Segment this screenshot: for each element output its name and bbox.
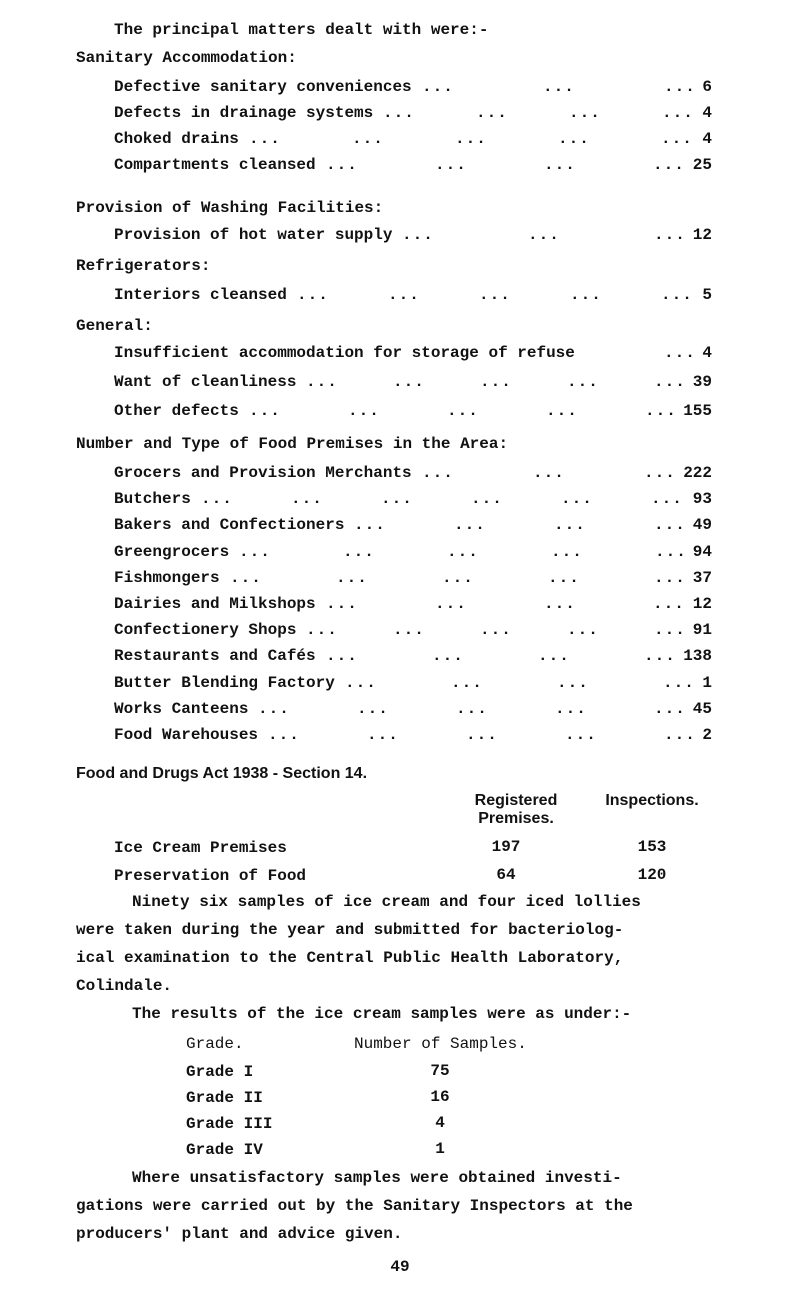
item-value: 93	[692, 490, 712, 509]
col-header-inspections: Inspections.	[605, 792, 699, 809]
paragraph-1-line: Colindale.	[76, 977, 173, 995]
list-item	[114, 724, 712, 746]
dot-group: ...	[268, 726, 300, 744]
dot-group: ...	[570, 286, 602, 304]
dot-group: ...	[393, 621, 425, 640]
dot-group: ...	[422, 78, 454, 96]
dot-group: ...	[654, 373, 686, 391]
dot-group: ...	[432, 647, 464, 666]
dot-group: ...	[546, 402, 578, 420]
intro-line: The principal matters dealt with were:-	[114, 21, 489, 39]
list-item	[114, 284, 712, 306]
list-item	[114, 514, 712, 536]
dot-group: ...	[561, 490, 593, 509]
dot-group: ...	[393, 373, 425, 391]
paragraph-2-line: Where unsatisfactory samples were obtained investi-	[132, 1169, 622, 1187]
dot-group: ...	[383, 104, 415, 122]
list-item	[114, 102, 712, 124]
dot-group: ...	[326, 156, 358, 174]
dot-group: ...	[258, 699, 290, 718]
dot-group: ...	[661, 286, 693, 304]
item-label: Fishmongers	[114, 568, 220, 587]
dot-group: ...	[367, 726, 399, 744]
dot-group: ...	[567, 373, 599, 391]
dot-group: ...	[554, 516, 586, 535]
dot-group: ...	[538, 647, 570, 666]
item-label: Butter Blending Factory	[114, 673, 335, 692]
dot-group: ...	[239, 542, 271, 561]
item-value: 12	[692, 226, 712, 244]
item-label: Defects in drainage systems	[114, 104, 374, 122]
list-item	[114, 400, 712, 422]
dot-group: ...	[230, 568, 262, 587]
section-heading-sanitary: Sanitary Accommodation:	[76, 49, 297, 67]
dot-group: ...	[447, 542, 479, 561]
dot-group: ...	[653, 595, 685, 613]
list-item	[114, 672, 712, 694]
col-header-registered-line1: Registered	[474, 792, 558, 809]
dot-group: ...	[435, 595, 467, 613]
dot-group: ...	[479, 286, 511, 304]
list-item	[114, 488, 712, 510]
grade-label: Grade I	[186, 1063, 254, 1081]
dot-group: ...	[249, 402, 281, 420]
grade-label: Grade IV	[186, 1141, 263, 1159]
item-value: 138	[683, 647, 712, 666]
item-label: Dairies and Milkshops	[114, 595, 316, 613]
dot-group: ...	[544, 595, 576, 613]
item-value: 39	[692, 373, 712, 391]
dot-group: ...	[653, 156, 685, 174]
paragraph-2-line: producers' plant and advice given.	[76, 1225, 403, 1243]
dot-group: ...	[326, 595, 358, 613]
grade-col-header: Grade.	[186, 1035, 244, 1053]
col-header-registered-line2: Premises.	[478, 810, 554, 827]
item-value: 6	[702, 78, 712, 96]
dot-group: ...	[644, 647, 676, 666]
food-act-row-registered: 64	[496, 866, 516, 884]
grade-number: 4	[435, 1114, 445, 1132]
item-value: 45	[692, 699, 712, 718]
dot-group: ...	[533, 464, 565, 482]
dot-group: ...	[326, 647, 358, 666]
dot-group: ...	[455, 130, 487, 148]
dot-group: ...	[654, 516, 686, 535]
item-value: 5	[702, 286, 712, 304]
dot-group: ...	[352, 130, 384, 148]
item-value: 94	[692, 542, 712, 561]
item-label: Choked drains	[114, 130, 239, 148]
food-act-heading: Food and Drugs Act 1938 - Section 14.	[76, 765, 368, 782]
dot-group: ...	[569, 104, 601, 122]
food-act-row-inspections: 120	[637, 866, 667, 884]
dot-group: ...	[402, 226, 434, 244]
col-header-registered	[436, 792, 596, 828]
paragraph-1-line: Ninety six samples of ice cream and four iced lollies	[132, 893, 641, 911]
food-act-row-registered: 197	[491, 838, 521, 856]
item-label: Other defects	[114, 402, 239, 420]
item-value: 222	[683, 464, 712, 482]
dot-group: ...	[354, 516, 386, 535]
dot-group: ...	[645, 402, 677, 420]
item-value: 4	[702, 104, 712, 122]
dot-group: ...	[551, 542, 583, 561]
dot-group: ...	[654, 621, 686, 640]
dot-group: ...	[343, 542, 375, 561]
item-value: 37	[692, 568, 712, 587]
results-intro: The results of the ice cream samples were as under:-	[132, 1005, 632, 1023]
dot-group: ...	[567, 621, 599, 640]
dot-group: ...	[306, 373, 338, 391]
list-item	[114, 76, 712, 98]
item-label: Compartments cleansed	[114, 156, 316, 174]
section-heading-refrigerators: Refrigerators:	[76, 257, 211, 275]
item-label: Bakers and Confectioners	[114, 516, 345, 535]
dot-group: ...	[442, 568, 474, 587]
grade-number: 75	[430, 1062, 450, 1080]
item-label: Grocers and Provision Merchants	[114, 464, 412, 482]
dot-group: ...	[201, 490, 233, 509]
list-item	[114, 342, 712, 364]
list-item	[114, 645, 712, 667]
dot-group: ...	[388, 286, 420, 304]
dot-group: ...	[664, 726, 696, 744]
item-label: Restaurants and Cafés	[114, 647, 316, 666]
item-value: 49	[692, 516, 712, 535]
dot-group: ...	[456, 699, 488, 718]
list-item	[114, 224, 712, 246]
paragraph-2-line: gations were carried out by the Sanitary Inspectors at the	[76, 1197, 633, 1215]
list-item	[114, 619, 712, 641]
item-label: Butchers	[114, 490, 191, 509]
dot-group: ...	[664, 78, 696, 96]
item-value: 91	[692, 621, 712, 640]
dot-group: ...	[555, 699, 587, 718]
dot-group: ...	[655, 542, 687, 561]
dot-group: ...	[654, 699, 686, 718]
dot-group: ...	[663, 673, 695, 692]
dot-group: ...	[297, 286, 329, 304]
page-number: 49	[390, 1258, 410, 1276]
item-label: Want of cleanliness	[114, 373, 297, 391]
grade-number: 1	[435, 1140, 445, 1158]
dot-group: ...	[654, 226, 686, 244]
food-act-row-inspections: 153	[637, 838, 667, 856]
dot-group: ...	[565, 726, 597, 744]
list-item	[114, 593, 712, 615]
dot-group: ...	[544, 156, 576, 174]
food-act-row-label: Preservation of Food	[114, 867, 307, 885]
item-label: Provision of hot water supply	[114, 226, 393, 244]
list-item	[114, 462, 712, 484]
number-col-header: Number of Samples.	[354, 1035, 527, 1053]
dot-group: ...	[661, 130, 693, 148]
list-item	[114, 541, 712, 563]
dot-group: ...	[451, 673, 483, 692]
dot-group: ...	[471, 490, 503, 509]
item-label: Defective sanitary conveniences	[114, 78, 412, 96]
dot-group: ...	[651, 490, 683, 509]
item-label: Food Warehouses	[114, 726, 259, 744]
dot-group: ...	[306, 621, 338, 640]
item-value: 4	[702, 130, 712, 148]
grade-label: Grade II	[186, 1089, 263, 1107]
grade-number: 16	[430, 1088, 450, 1106]
item-value: 12	[692, 595, 712, 613]
item-label: Insufficient accommodation for storage of refuse	[114, 344, 575, 362]
dot-group: ...	[557, 673, 589, 692]
dot-group: ...	[644, 464, 676, 482]
dot-group: ...	[345, 673, 377, 692]
dot-group: ...	[528, 226, 560, 244]
dot-group: ...	[435, 156, 467, 174]
dot-group: ...	[664, 344, 696, 362]
dot-group: ...	[454, 516, 486, 535]
dot-group: ...	[476, 104, 508, 122]
dot-group: ...	[558, 130, 590, 148]
dot-group: ...	[480, 621, 512, 640]
dot-group: ...	[357, 699, 389, 718]
list-item	[114, 154, 712, 176]
list-item	[114, 567, 712, 589]
dot-group: ...	[543, 78, 575, 96]
paragraph-1-line: were taken during the year and submitted for bacteriolog-	[76, 921, 624, 939]
dot-group: ...	[381, 490, 413, 509]
dot-group: ...	[466, 726, 498, 744]
item-label: Interiors cleansed	[114, 286, 287, 304]
paragraph-1-line: ical examination to the Central Public Health Laboratory,	[76, 949, 624, 967]
item-label: Confectionery Shops	[114, 621, 297, 640]
dot-group: ...	[422, 464, 454, 482]
item-value: 4	[702, 344, 712, 362]
grade-label: Grade III	[186, 1115, 273, 1133]
section-heading-washing: Provision of Washing Facilities:	[76, 199, 384, 217]
dot-group: ...	[249, 130, 281, 148]
dot-group: ...	[548, 568, 580, 587]
item-value: 1	[702, 673, 712, 692]
item-value: 25	[692, 156, 712, 174]
item-value: 2	[702, 726, 712, 744]
section-heading-premises: Number and Type of Food Premises in the Area:	[76, 435, 509, 453]
item-value: 155	[683, 402, 712, 420]
dot-group: ...	[662, 104, 694, 122]
dot-group: ...	[447, 402, 479, 420]
dot-group: ...	[480, 373, 512, 391]
list-item	[114, 698, 712, 720]
item-label: Greengrocers	[114, 542, 230, 561]
dot-group: ...	[336, 568, 368, 587]
list-item	[114, 371, 712, 393]
section-heading-general: General:	[76, 317, 153, 335]
dot-group: ...	[291, 490, 323, 509]
food-act-row-label: Ice Cream Premises	[114, 839, 287, 857]
item-label: Works Canteens	[114, 699, 249, 718]
dot-group: ...	[348, 402, 380, 420]
dot-group: ...	[654, 568, 686, 587]
list-item	[114, 128, 712, 150]
